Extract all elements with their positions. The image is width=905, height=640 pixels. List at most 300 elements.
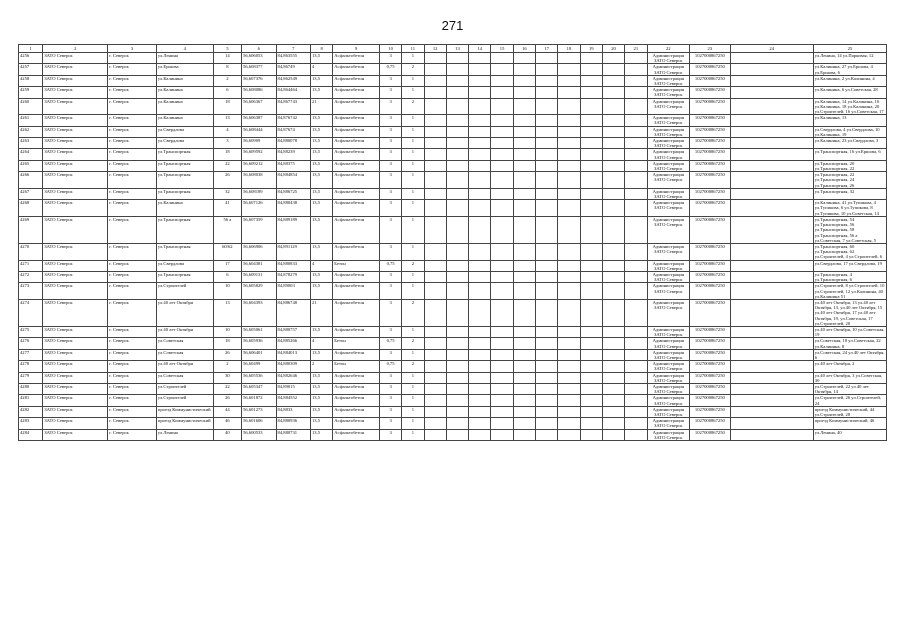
cell-empty	[602, 149, 624, 160]
cell-empty	[446, 361, 468, 372]
cell-empty	[625, 326, 647, 337]
cell-empty	[446, 418, 468, 429]
cell-house: 26	[213, 395, 241, 406]
cell-a: 3	[379, 149, 401, 160]
cell-city: г. Северск	[108, 271, 157, 282]
cell-empty	[491, 418, 513, 429]
cell-inn: 1027000867250	[690, 271, 731, 282]
cell-inn: 1027000867250	[690, 98, 731, 115]
cell-address: ул.Советская, 24 ул.40 лет Октября, 6	[814, 349, 885, 360]
cell-address: проезд Коммунистический, 44 ул.Строителей, 28	[813, 406, 886, 417]
cell-a: 3	[379, 243, 401, 260]
cell-empty	[536, 138, 558, 149]
cell-empty	[536, 260, 558, 271]
cell-org: ЗАТО Северск	[43, 299, 108, 326]
cell-empty	[469, 149, 491, 160]
cell-address: ул.Ленина, 40	[813, 429, 886, 440]
cell-lat: 56,604381	[242, 260, 276, 271]
cell-empty	[469, 138, 491, 149]
cell-empty	[558, 299, 580, 326]
column-header: 4	[156, 45, 213, 53]
cell-city: г. Северск	[108, 115, 157, 126]
cell-empty	[625, 406, 647, 417]
cell-empty	[513, 372, 535, 383]
cell-empty	[491, 361, 513, 372]
cell-b: 1	[402, 372, 424, 383]
cell-street: ул.40 лет Октября	[156, 326, 213, 337]
cell-city: г. Северск	[108, 338, 157, 349]
cell-empty	[625, 243, 647, 260]
cell-empty	[602, 283, 624, 300]
cell-owner: Администрация ЗАТО Северск	[647, 338, 690, 349]
cell-empty	[580, 172, 602, 189]
table-row	[19, 53, 887, 64]
cell-id: 4274	[19, 299, 43, 326]
cell-lat: 56,601273	[242, 406, 276, 417]
cell-empty	[602, 372, 624, 383]
cell-org: ЗАТО Северск	[43, 138, 108, 149]
cell-width: 4	[311, 338, 333, 349]
cell-empty	[730, 283, 813, 300]
cell-width: 13,5	[311, 243, 333, 260]
cell-empty	[625, 383, 647, 394]
cell-empty	[602, 172, 624, 189]
cell-empty	[491, 160, 513, 171]
cell-empty	[602, 338, 624, 349]
table-row	[19, 395, 887, 406]
cell-house: 13	[213, 299, 241, 326]
cell-empty	[424, 53, 446, 64]
cell-empty	[558, 188, 580, 199]
cell-empty	[424, 406, 446, 417]
cell-empty	[558, 361, 580, 372]
table-row	[19, 243, 887, 260]
cell-empty	[558, 406, 580, 417]
cell-id: 4269	[19, 216, 43, 243]
cell-empty	[730, 216, 813, 243]
cell-id: 4261	[19, 115, 43, 126]
cell-city: г. Северск	[108, 395, 157, 406]
cell-empty	[491, 53, 513, 64]
cell-owner: Администрация ЗАТО Северск	[647, 299, 690, 326]
cell-width: 13,5	[311, 372, 333, 383]
cell-city: г. Северск	[108, 87, 157, 98]
table-row	[19, 160, 887, 171]
cell-empty	[536, 216, 558, 243]
cell-empty	[469, 172, 491, 189]
cell-empty	[580, 418, 602, 429]
cell-empty	[558, 98, 580, 115]
cell-id: 4284	[19, 429, 43, 440]
cell-owner: Администрация ЗАТО Северск	[647, 188, 690, 199]
cell-city: г. Северск	[108, 243, 157, 260]
cell-empty	[491, 149, 513, 160]
cell-empty	[602, 53, 624, 64]
cell-empty	[491, 383, 513, 394]
column-header: 10	[379, 45, 401, 53]
column-header: 16	[513, 45, 535, 53]
cell-surface: Асфальтобетон	[333, 75, 380, 86]
cell-empty	[625, 200, 647, 217]
cell-empty	[513, 243, 535, 260]
cell-empty	[580, 200, 602, 217]
cell-empty	[602, 200, 624, 217]
cell-empty	[424, 200, 446, 217]
column-header: 18	[558, 45, 580, 53]
cell-empty	[513, 326, 535, 337]
cell-a: 3	[379, 429, 401, 440]
cell-empty	[602, 429, 624, 440]
cell-empty	[625, 429, 647, 440]
cell-lat: 56,606387	[242, 115, 276, 126]
cell-org: ЗАТО Северск	[43, 406, 108, 417]
cell-city: г. Северск	[108, 260, 157, 271]
cell-empty	[602, 271, 624, 282]
cell-street: ул.Калинина	[156, 200, 213, 217]
column-header: 13	[446, 45, 468, 53]
cell-empty	[513, 216, 535, 243]
cell-empty	[536, 271, 558, 282]
cell-empty	[513, 383, 535, 394]
cell-empty	[491, 338, 513, 349]
cell-street: ул.Транспортная	[156, 160, 213, 171]
cell-width: 13,5	[311, 126, 333, 137]
cell-surface: Асфальтобетон	[333, 283, 380, 300]
cell-empty	[446, 283, 468, 300]
cell-house: 18	[213, 98, 241, 115]
cell-a: 3	[379, 406, 401, 417]
cell-lon: 84,878279	[276, 271, 310, 282]
cell-address: ул.Калинина, 6 ул.Советская, 28	[813, 87, 886, 98]
cell-empty	[602, 383, 624, 394]
cell-empty	[424, 271, 446, 282]
cell-empty	[513, 64, 535, 75]
cell-empty	[602, 216, 624, 243]
cell-empty	[558, 349, 580, 360]
cell-lat: 56,607359	[242, 216, 276, 243]
cell-house: 3	[213, 138, 241, 149]
table-row	[19, 98, 887, 115]
cell-empty	[469, 115, 491, 126]
cell-org: ЗАТО Северск	[43, 75, 108, 86]
column-header: 2	[43, 45, 108, 53]
cell-empty	[558, 383, 580, 394]
table-row	[19, 200, 887, 217]
cell-empty	[558, 64, 580, 75]
column-header: 12	[424, 45, 446, 53]
cell-inn: 1027000867250	[690, 115, 731, 126]
cell-empty	[730, 149, 813, 160]
column-header: 5	[213, 45, 241, 53]
cell-city: г. Северск	[108, 383, 157, 394]
cell-b: 1	[402, 172, 424, 189]
cell-address: ул.40 лет Октября, 3 ул.Советская, 30	[813, 372, 886, 383]
table-row	[19, 172, 887, 189]
cell-empty	[424, 126, 446, 137]
cell-street: ул.Транспортная	[156, 172, 213, 189]
cell-width: 13,5	[311, 383, 333, 394]
cell-address: ул.Ленина, 14 ул.Парковая, 12	[813, 53, 886, 64]
cell-org: ЗАТО Северск	[43, 200, 108, 217]
cell-empty	[513, 149, 535, 160]
cell-empty	[625, 372, 647, 383]
cell-city: г. Северск	[108, 64, 157, 75]
cell-empty	[491, 138, 513, 149]
cell-id: 4271	[19, 260, 43, 271]
cell-empty	[580, 349, 602, 360]
table-row	[19, 418, 887, 429]
cell-empty	[536, 87, 558, 98]
cell-empty	[625, 283, 647, 300]
cell-house: 2	[213, 361, 241, 372]
cell-empty	[491, 326, 513, 337]
cell-id: 4270	[19, 243, 43, 260]
table-row	[19, 260, 887, 271]
cell-empty	[580, 361, 602, 372]
cell-street: ул.Советская	[156, 372, 213, 383]
cell-surface: Асфальтобетон	[333, 149, 380, 160]
cell-surface: Асфальтобетон	[333, 349, 380, 360]
cell-empty	[469, 349, 491, 360]
cell-a: 3	[379, 349, 401, 360]
cell-surface: Бетон	[333, 361, 380, 372]
cell-empty	[536, 299, 558, 326]
cell-house: 6	[213, 271, 241, 282]
column-header: 22	[647, 45, 690, 53]
cell-empty	[536, 429, 558, 440]
cell-empty	[536, 418, 558, 429]
cell-id: 4256	[19, 53, 43, 64]
cell-b: 1	[402, 418, 424, 429]
cell-empty	[580, 338, 602, 349]
cell-surface: Асфальтобетон	[333, 172, 380, 189]
column-header: 23	[690, 45, 731, 53]
cell-width: 13,5	[311, 395, 333, 406]
cell-a: 3	[379, 138, 401, 149]
cell-house: 8	[213, 64, 241, 75]
cell-empty	[491, 395, 513, 406]
cell-empty	[424, 138, 446, 149]
table-row	[19, 271, 887, 282]
cell-empty	[424, 87, 446, 98]
cell-empty	[730, 361, 813, 372]
cell-city: г. Северск	[108, 138, 157, 149]
cell-empty	[580, 160, 602, 171]
cell-empty	[730, 326, 813, 337]
cell-owner: Администрация ЗАТО Северск	[647, 406, 690, 417]
cell-empty	[491, 299, 513, 326]
table-row	[19, 326, 887, 337]
cell-empty	[424, 64, 446, 75]
cell-empty	[446, 299, 468, 326]
cell-empty	[625, 75, 647, 86]
cell-inn: 1027000867250	[690, 338, 731, 349]
cell-inn: 1027000867250	[690, 326, 731, 337]
column-header: 14	[469, 45, 491, 53]
cell-street: ул.Строителей	[156, 283, 213, 300]
cell-empty	[536, 64, 558, 75]
cell-city: г. Северск	[108, 149, 157, 160]
cell-surface: Асфальтобетон	[333, 429, 380, 440]
cell-empty	[491, 98, 513, 115]
cell-house: 4	[213, 126, 241, 137]
cell-empty	[580, 372, 602, 383]
table-row	[19, 299, 887, 326]
cell-empty	[446, 372, 468, 383]
cell-empty	[602, 418, 624, 429]
cell-surface: Асфальтобетон	[333, 188, 380, 199]
cell-inn: 1027000867250	[690, 200, 731, 217]
cell-org: ЗАТО Северск	[43, 53, 108, 64]
cell-id: 4279	[19, 372, 43, 383]
cell-address: ул.40 лет Октября, 2	[813, 361, 886, 372]
cell-house: 32	[213, 188, 241, 199]
cell-org: ЗАТО Северск	[43, 326, 108, 337]
cell-lon: 84,8833	[276, 406, 310, 417]
cell-empty	[469, 338, 491, 349]
cell-empty	[536, 75, 558, 86]
cell-owner: Администрация ЗАТО Северск	[647, 326, 690, 337]
column-header: 21	[625, 45, 647, 53]
cell-empty	[536, 338, 558, 349]
cell-empty	[730, 429, 813, 440]
cell-inn: 1027000867250	[690, 87, 731, 98]
cell-empty	[536, 372, 558, 383]
cell-house: 22	[213, 160, 241, 171]
cell-empty	[424, 418, 446, 429]
cell-empty	[513, 361, 535, 372]
cell-lat: 56,609592	[242, 149, 276, 160]
cell-empty	[730, 75, 813, 86]
cell-width: 13,5	[311, 53, 333, 64]
cell-b: 1	[402, 406, 424, 417]
table-row	[19, 115, 887, 126]
cell-owner: Администрация ЗАТО Северск	[647, 349, 690, 360]
cell-lat: 56,60909	[242, 138, 276, 149]
cell-empty	[625, 87, 647, 98]
cell-lon: 84,880757	[276, 326, 310, 337]
cell-a: 3	[379, 283, 401, 300]
cell-empty	[513, 138, 535, 149]
cell-empty	[424, 260, 446, 271]
cell-house: 22	[213, 383, 241, 394]
cell-empty	[469, 271, 491, 282]
cell-empty	[446, 200, 468, 217]
cell-house: 26	[213, 172, 241, 189]
cell-b: 1	[402, 349, 424, 360]
cell-empty	[513, 98, 535, 115]
cell-org: ЗАТО Северск	[43, 383, 108, 394]
cell-owner: Администрация ЗАТО Северск	[647, 395, 690, 406]
cell-width: 13,5	[311, 326, 333, 337]
cell-empty	[730, 383, 813, 394]
cell-width: 13,5	[311, 75, 333, 86]
cell-org: ЗАТО Северск	[43, 243, 108, 260]
cell-inn: 1027000867250	[690, 383, 731, 394]
cell-city: г. Северск	[108, 349, 157, 360]
cell-org: ЗАТО Северск	[43, 115, 108, 126]
cell-house: 41	[213, 200, 241, 217]
cell-surface: Асфальтобетон	[333, 53, 380, 64]
cell-inn: 1027000867250	[690, 349, 731, 360]
cell-empty	[730, 53, 813, 64]
cell-empty	[469, 53, 491, 64]
cell-a: 3	[379, 75, 401, 86]
cell-lat: 56,609212	[242, 160, 276, 171]
cell-empty	[469, 372, 491, 383]
cell-empty	[602, 87, 624, 98]
cell-b: 1	[402, 395, 424, 406]
cell-empty	[602, 138, 624, 149]
cell-inn: 1027000867250	[690, 429, 731, 440]
cell-empty	[424, 283, 446, 300]
cell-empty	[424, 216, 446, 243]
cell-address: ул.Калинина, 41 ул.Тупикова, 4 ул.Тупикова, 6 ул.Тупикова, 8 ул.Тупикова, 10 ул.Советская, 14	[813, 200, 886, 217]
cell-address: ул.Строителей, 22 ул.40 лет Октября, 14	[813, 383, 886, 394]
cell-lon: 84,86749	[276, 64, 310, 75]
cell-empty	[446, 271, 468, 282]
cell-address: ул.Свердлова, 17 ул.Свердлова, 19	[813, 260, 886, 271]
cell-id: 4281	[19, 395, 43, 406]
cell-b: 1	[402, 126, 424, 137]
cell-lat: 56,605829	[242, 283, 276, 300]
cell-address: ул.Калинина, 13	[813, 115, 886, 126]
cell-empty	[446, 349, 468, 360]
cell-empty	[469, 395, 491, 406]
cell-empty	[602, 188, 624, 199]
cell-street: ул.Транспортная	[156, 271, 213, 282]
cell-lat: 56,608444	[242, 126, 276, 137]
cell-lat: 56,608189	[242, 188, 276, 199]
cell-owner: Администрация ЗАТО Северск	[647, 361, 690, 372]
cell-empty	[513, 115, 535, 126]
cell-owner: Администрация ЗАТО Северск	[647, 160, 690, 171]
cell-a: 3	[379, 383, 401, 394]
cell-empty	[625, 338, 647, 349]
cell-b: 1	[402, 75, 424, 86]
cell-empty	[469, 216, 491, 243]
cell-empty	[469, 188, 491, 199]
cell-owner: Администрация ЗАТО Северск	[647, 243, 690, 260]
cell-city: г. Северск	[108, 53, 157, 64]
cell-a: 3	[379, 87, 401, 98]
cell-empty	[446, 338, 468, 349]
cell-empty	[625, 172, 647, 189]
cell-empty	[513, 160, 535, 171]
cell-empty	[424, 98, 446, 115]
table-row	[19, 138, 887, 149]
cell-empty	[446, 216, 468, 243]
cell-id: 4264	[19, 149, 43, 160]
cell-empty	[558, 160, 580, 171]
cell-empty	[424, 349, 446, 360]
cell-empty	[446, 260, 468, 271]
cell-id: 4273	[19, 283, 43, 300]
cell-org: ЗАТО Северск	[43, 418, 108, 429]
cell-street: ул.40 лет Октября	[156, 299, 213, 326]
cell-empty	[730, 243, 813, 260]
registry-table	[18, 44, 887, 441]
cell-surface: Асфальтобетон	[333, 115, 380, 126]
cell-empty	[625, 53, 647, 64]
cell-street: ул.Транспортная	[156, 243, 213, 260]
cell-empty	[513, 299, 535, 326]
cell-empty	[602, 243, 624, 260]
cell-empty	[625, 271, 647, 282]
cell-street: ул.Калинина	[156, 115, 213, 126]
cell-empty	[730, 160, 813, 171]
cell-empty	[580, 260, 602, 271]
